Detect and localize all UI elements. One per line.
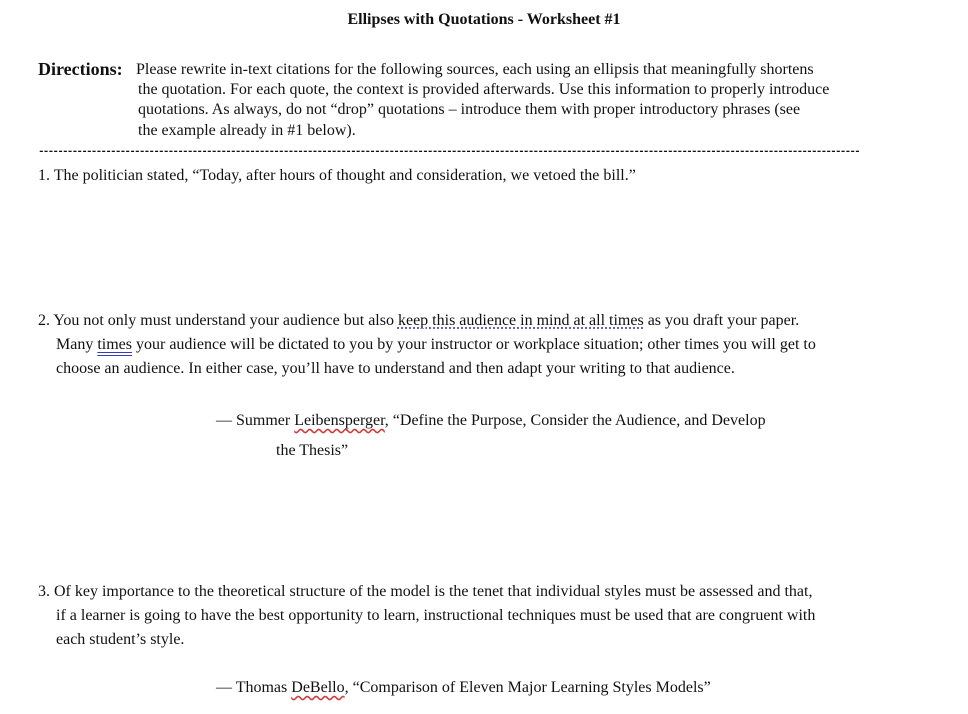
- item-2-attribution-source: , “Define the Purpose, Consider the Audience, and Develop: [384, 412, 766, 429]
- dashed-separator: ---------------------------------------------------------------------------------------------------------------------------------------------------------------------------: [38, 146, 859, 158]
- spelling-flag-author[interactable]: Leibensperger: [294, 412, 385, 429]
- grammar-flag-word[interactable]: times: [97, 336, 132, 353]
- directions-line-3: quotations. As always, do not “drop” quotations – introduce them with proper introductory phrases (see: [138, 101, 801, 118]
- item-2-line-1-end: as you draft your paper.: [643, 312, 800, 329]
- item-2-attribution-line-2: the Thesis”: [276, 442, 349, 459]
- item-3-attribution-dash: — Thomas: [216, 679, 292, 696]
- directions-label: Directions:: [38, 59, 123, 79]
- item-2-line-2-end: your audience will be dictated to you by your instructor or workplace situation; other times you will get to: [132, 336, 816, 353]
- item-1-quotation: 1. The politician stated, “Today, after hours of thought and consideration, we vetoed the bill.”: [38, 167, 636, 184]
- item-2-line-1: [38, 311, 799, 331]
- item-2-line-2-start: Many: [56, 336, 98, 353]
- item-3-line-1: 3. Of key importance to the theoretical structure of the model is the tenet that individual styles must be assessed and that,: [38, 583, 813, 600]
- item-2-attribution-line-1: [216, 411, 766, 431]
- item-3-line-3: each student’s style.: [56, 631, 185, 648]
- item-2-attribution-dash: — Summer: [216, 412, 295, 429]
- item-2-line-2: [56, 335, 816, 355]
- directions-line-2: the quotation. For each quote, the context is provided afterwards. Use this information to properly introduce: [138, 81, 830, 98]
- item-3-attribution-source: , “Comparison of Eleven Major Learning Styles Models”: [344, 679, 711, 696]
- directions-line-1: Please rewrite in-text citations for the following sources, each using an ellipsis that meaningfully shortens: [136, 61, 814, 78]
- item-3-line-2: if a learner is going to have the best opportunity to learn, instructional techniques must be used that are congruent with: [56, 607, 816, 624]
- item-3-attribution: [216, 678, 711, 698]
- grammar-flag-phrase[interactable]: keep this audience in mind at all times: [397, 312, 644, 329]
- item-2-line-1-start: 2. You not only must understand your audience but also: [38, 312, 398, 329]
- spelling-flag-author[interactable]: DeBello: [291, 679, 345, 696]
- worksheet-title: Ellipses with Quotations - Worksheet #1: [347, 11, 621, 28]
- directions-line-4: the example already in #1 below).: [138, 122, 356, 139]
- item-2-line-3: choose an audience. In either case, you’ll have to understand and then adapt your writing to that audience.: [56, 360, 735, 377]
